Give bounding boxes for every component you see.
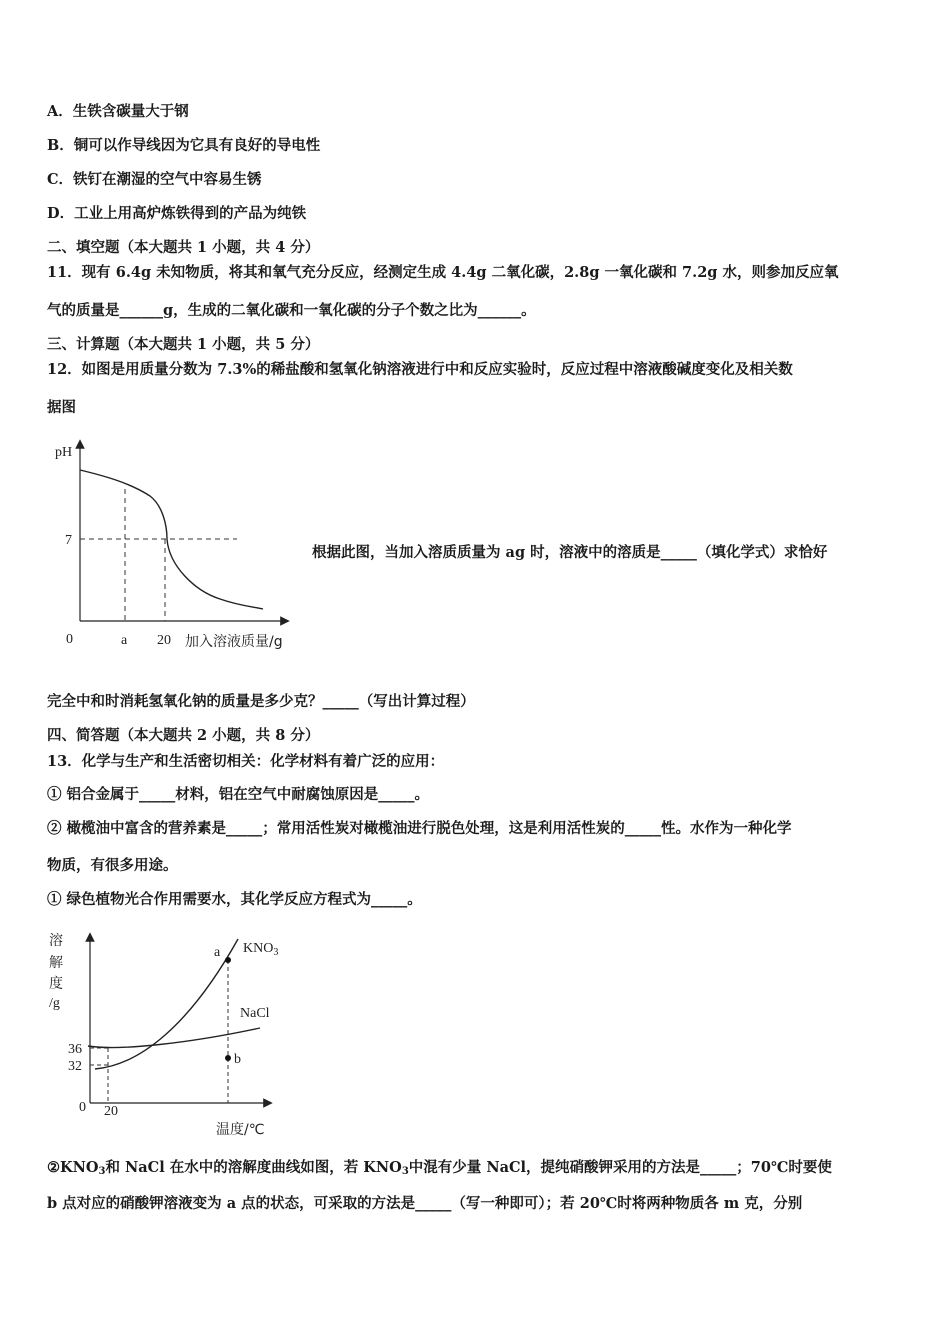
ph-chart-side-text: 根据此图，当加入溶质质量为 ag 时，溶液中的溶质是_____（填化学式）求恰好 bbox=[312, 544, 828, 561]
question-13-kno3-line: $②KNO_3$和 NaCl 在水中的溶解度曲线如图，若 $KNO_3$中混有少量 NaCl，提纯硝酸钾采用的方法是_____；70℃时要使 bbox=[47, 1159, 832, 1177]
nacl-curve bbox=[88, 1028, 260, 1047]
question-12-line2: 据图 bbox=[47, 399, 76, 416]
question-13-item3: ① 绿色植物光合作用需要水，其化学反应方程式为_____。 bbox=[47, 891, 422, 908]
ph-y-label: pH bbox=[55, 445, 73, 460]
option-d: D．工业上用高炉炼铁得到的产品为纯铁 bbox=[47, 205, 307, 222]
question-13-item1: ① 铝合金属于_____材料，铝在空气中耐腐蚀原因是_____。 bbox=[47, 786, 430, 803]
point-a-dot bbox=[225, 957, 231, 963]
sol-origin: 0 bbox=[79, 1100, 86, 1115]
ph-y-tick-7: 7 bbox=[65, 533, 72, 548]
point-b-label: b bbox=[234, 1052, 241, 1067]
section-heading-calc: 三、计算题（本大题共 1 小题，共 5 分） bbox=[47, 336, 320, 353]
point-a-label: a bbox=[214, 945, 221, 960]
question-12-line3: 完全中和时消耗氢氧化钠的质量是多少克？_____（写出计算过程） bbox=[47, 693, 475, 710]
option-b: B．铜可以作导线因为它具有良好的导电性 bbox=[47, 137, 321, 154]
section-heading-short: 四、简答题（本大题共 2 小题，共 8 分） bbox=[47, 727, 320, 744]
question-13-kno3-line2: b 点对应的硝酸钾溶液变为 a 点的状态，可采取的方法是_____（写一种即可）；若 20℃时将两种物质各 m 克，分别 bbox=[47, 1195, 803, 1212]
ph-x-tick-20: 20 bbox=[157, 633, 171, 648]
sol-y-label-3: 度 bbox=[49, 976, 63, 992]
question-13-line1: 13．化学与生产和生活密切相关：化学材料有着广泛的应用： bbox=[47, 753, 445, 770]
sol-y-label-4: /g bbox=[49, 996, 60, 1011]
question-11-line1: 11．现有 6.4g 未知物质，将其和氧气充分反应，经测定生成 4.4g 二氧化碳，2.8g 一氧化碳和 7.2g 水，则参加反应氧 bbox=[47, 264, 839, 281]
question-13-item2-cont: 物质，有很多用途。 bbox=[47, 857, 178, 874]
sol-y-tick-36: 36 bbox=[68, 1042, 82, 1057]
ph-x-label: 加入溶液质量/g bbox=[185, 634, 283, 650]
ph-x-tick-a: a bbox=[121, 633, 128, 648]
question-12-line1: 12．如图是用质量分数为 7.3%的稀盐酸和氢氧化钠溶液进行中和反应实验时，反应过程中溶液酸碱度变化及相关数 bbox=[47, 361, 793, 378]
sol-y-label-2: 解 bbox=[49, 955, 63, 971]
sol-y-label-1: 溶 bbox=[49, 933, 63, 949]
nacl-label: NaCl bbox=[240, 1006, 270, 1021]
sol-x-label: 温度/℃ bbox=[216, 1122, 265, 1138]
ph-chart bbox=[45, 436, 315, 656]
question-11-line2: 气的质量是______g，生成的二氧化碳和一氧化碳的分子个数之比为______。 bbox=[47, 302, 536, 319]
section-heading-fill: 二、填空题（本大题共 1 小题，共 4 分） bbox=[47, 239, 320, 256]
ph-origin: 0 bbox=[66, 632, 73, 647]
solubility-chart bbox=[40, 925, 300, 1140]
option-a: A．生铁含碳量大于钢 bbox=[47, 103, 189, 120]
point-b-dot bbox=[225, 1055, 231, 1061]
sol-y-tick-32: 32 bbox=[68, 1059, 82, 1074]
sol-x-tick-20: 20 bbox=[104, 1104, 118, 1119]
option-c: C．铁钉在潮湿的空气中容易生锈 bbox=[47, 171, 262, 188]
question-13-item2: ② 橄榄油中富含的营养素是_____；常用活性炭对橄榄油进行脱色处理，这是利用活性炭的_____性。水作为一种化学 bbox=[47, 820, 792, 837]
kno3-label: $KNO_3$ bbox=[243, 941, 279, 958]
